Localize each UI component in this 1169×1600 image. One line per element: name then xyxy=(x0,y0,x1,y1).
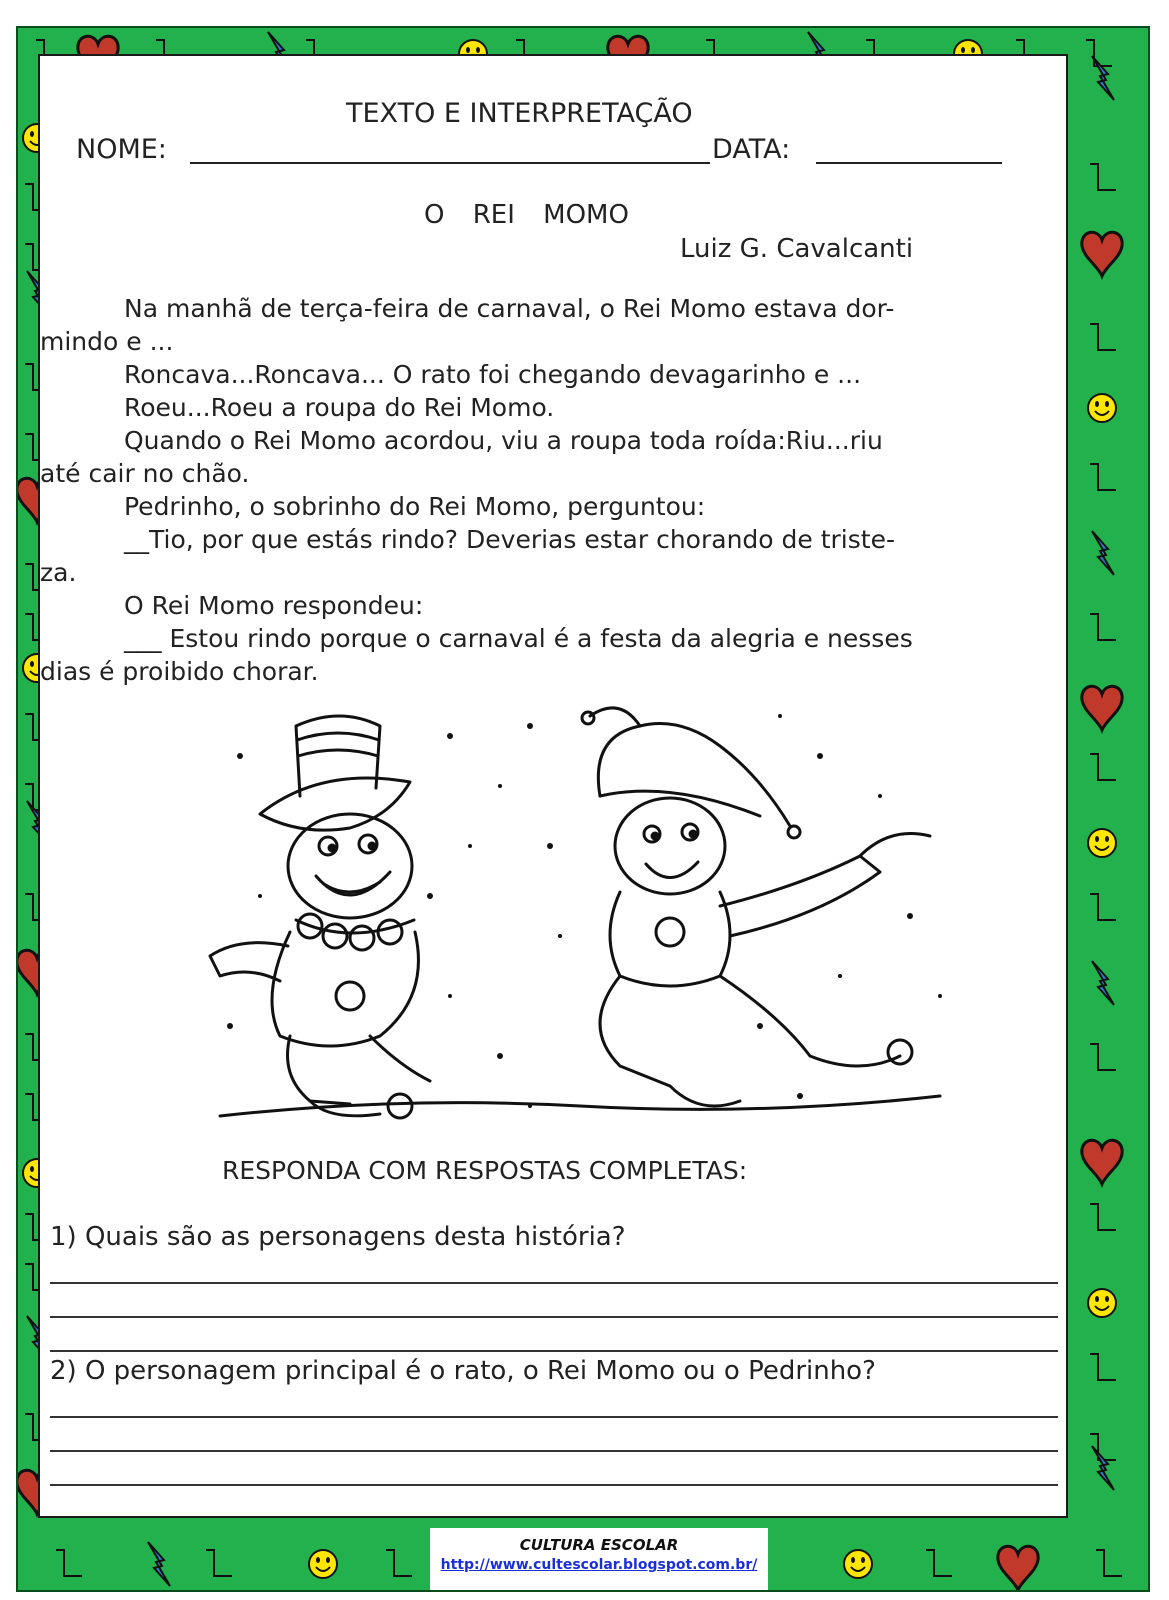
step-line-icon xyxy=(1090,754,1116,780)
lightning-icon xyxy=(1092,1446,1114,1490)
lightning-icon xyxy=(1092,56,1114,100)
lightning-icon xyxy=(1092,961,1114,1005)
smiley-icon xyxy=(309,1550,337,1578)
footer xyxy=(430,1528,768,1590)
step-line-icon xyxy=(206,1550,232,1576)
step-line-icon xyxy=(1090,614,1116,640)
step-line-icon xyxy=(1090,1204,1116,1230)
step-line-icon xyxy=(1090,1354,1116,1380)
answer-line xyxy=(50,1316,1058,1318)
story-author: Luiz G. Cavalcanti xyxy=(680,234,914,264)
date-blank xyxy=(816,162,1002,164)
step-line-icon xyxy=(1090,464,1116,490)
step-line-icon xyxy=(1090,324,1116,350)
step-line-icon xyxy=(1086,40,1112,66)
answer-line xyxy=(50,1416,1058,1418)
answer-line xyxy=(50,1450,1058,1452)
story-line: Quando o Rei Momo acordou, viu a roupa toda roída:Riu...riu xyxy=(124,426,883,455)
lightning-icon xyxy=(148,1542,170,1586)
answer-line xyxy=(50,1484,1058,1486)
step-line-icon xyxy=(926,1550,952,1576)
story-line: dias é proibido chorar. xyxy=(40,657,319,686)
smiley-icon xyxy=(1088,394,1116,422)
story-line: até cair no chão. xyxy=(40,459,250,488)
name-label: NOME: xyxy=(76,134,167,165)
worksheet xyxy=(38,54,1068,1518)
heart-icon xyxy=(1082,232,1122,276)
story-line: mindo e ... xyxy=(40,327,174,356)
step-line-icon xyxy=(1096,1550,1122,1576)
worksheet-title: TEXTO E INTERPRETAÇÃO xyxy=(346,98,693,129)
story-title: O REI MOMO xyxy=(424,200,629,230)
story-line: za. xyxy=(40,558,77,587)
heart-icon xyxy=(998,1546,1038,1590)
heart-icon xyxy=(1082,686,1122,730)
story-line: __Tio, por que estás rindo? Deverias estar chorando de triste- xyxy=(124,525,895,554)
heart-icon xyxy=(1082,1140,1122,1184)
story-line: Pedrinho, o sobrinho do Rei Momo, perguntou: xyxy=(124,492,706,521)
smiley-icon xyxy=(1088,1289,1116,1317)
lightning-icon xyxy=(1092,531,1114,575)
footer-brand: CULTURA ESCOLAR xyxy=(519,1536,679,1554)
question-text: 2) O personagem principal é o rato, o Rei Momo ou o Pedrinho? xyxy=(50,1356,876,1386)
name-blank xyxy=(190,162,710,164)
story-line: O Rei Momo respondeu: xyxy=(124,591,424,620)
footer-link[interactable]: http://www.cultescolar.blogspot.com.br/ xyxy=(440,1557,758,1573)
step-line-icon xyxy=(1090,894,1116,920)
smiley-icon xyxy=(1088,829,1116,857)
step-line-icon xyxy=(386,1550,412,1576)
questions-instruction: RESPONDA COM RESPOSTAS COMPLETAS: xyxy=(222,1156,748,1185)
step-line-icon xyxy=(1090,1044,1116,1070)
story-line: Na manhã de terça-feira de carnaval, o Rei Momo estava dor- xyxy=(124,294,895,323)
smiley-icon xyxy=(844,1550,872,1578)
step-line-icon xyxy=(1090,164,1116,190)
story-line: ___ Estou rindo porque o carnaval é a festa da alegria e nesses xyxy=(124,624,913,653)
story-line: Roeu...Roeu a roupa do Rei Momo. xyxy=(124,393,555,422)
answer-line xyxy=(50,1350,1058,1352)
date-label: DATA: xyxy=(712,134,791,165)
question-text: 1) Quais são as personagens desta história? xyxy=(50,1222,626,1252)
answer-line xyxy=(50,1282,1058,1284)
step-line-icon xyxy=(56,1550,82,1576)
story-line: Roncava...Roncava... O rato foi chegando devagarinho e ... xyxy=(124,360,862,389)
carnival-clowns-illustration xyxy=(200,696,960,1136)
